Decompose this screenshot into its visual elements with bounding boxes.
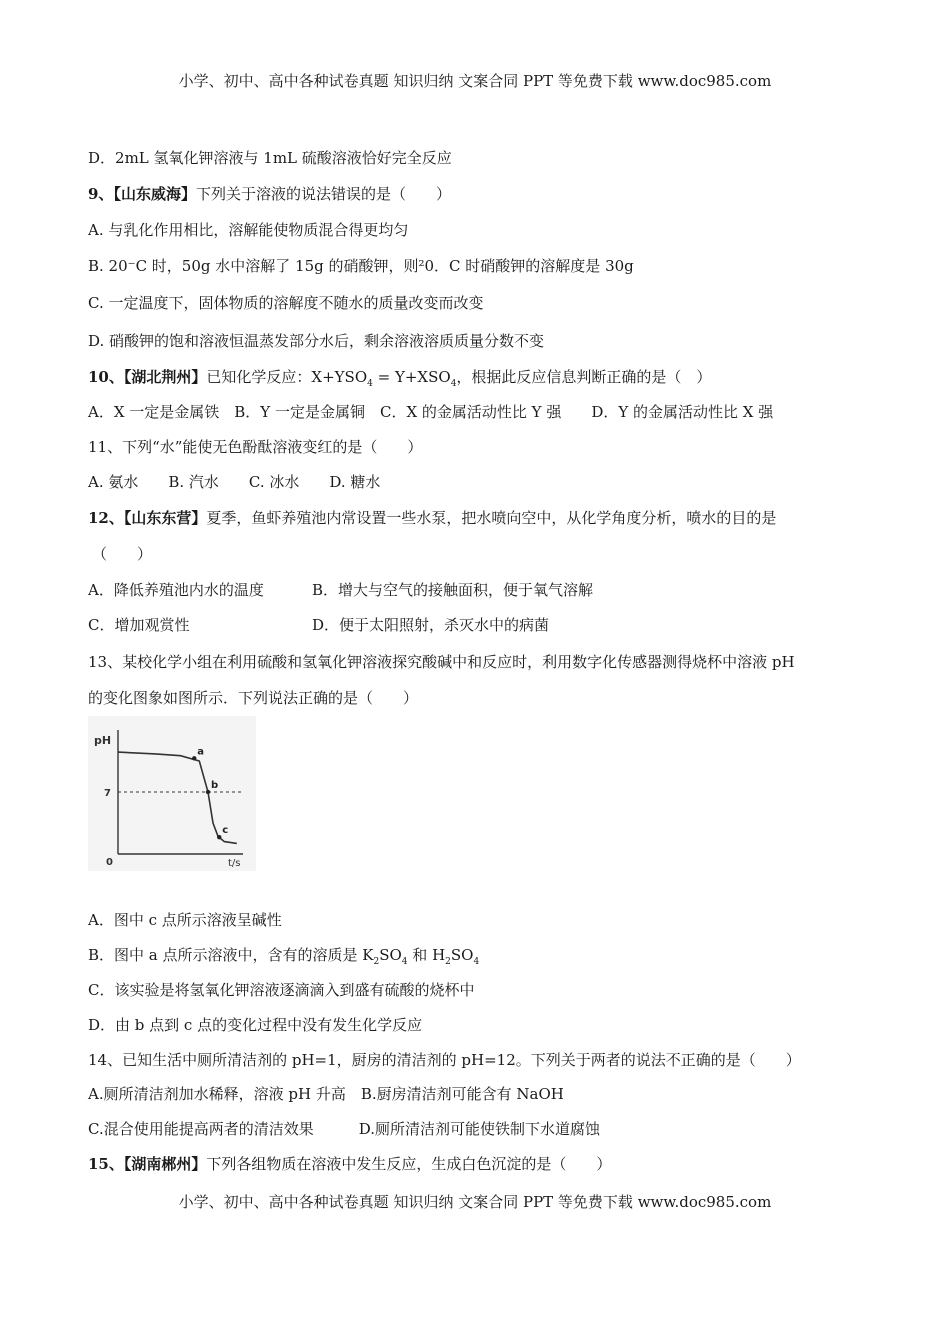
point-c — [217, 835, 221, 839]
q10-sub-1: 4 — [367, 379, 373, 389]
point-label-b: b — [211, 780, 219, 791]
q12-source-tag: 【山东东营】 — [123, 509, 207, 527]
page-footer: 小学、初中、高中各种试卷真题 知识归纳 文案合同 PPT 等免费下载 www.doc985.com — [178, 1193, 772, 1211]
q12-paren: （ ） — [92, 545, 153, 563]
q13-b-sub-3: 2 — [445, 957, 451, 967]
q13-option-b — [88, 944, 479, 967]
origin-label: 0 — [106, 857, 113, 868]
q12-option-d: D．便于太阳照射，杀灭水中的病菌 — [312, 616, 550, 634]
q12-text: 夏季，鱼虾养殖池内常设置一些水泵，把水喷向空中，从化学角度分析，喷水的目的是 — [206, 509, 777, 527]
q9-text: 下列关于溶液的说法错误的是（ ） — [195, 185, 451, 203]
q14-options-ab: A.厕所清洁剂加水稀释，溶液 pH 升高 B.厨房清洁剂可能含有 NaOH — [88, 1085, 564, 1103]
ph-curve — [118, 752, 237, 843]
point-b — [206, 790, 210, 794]
q9-option-a: A. 与乳化作用相比，溶解能使物质混合得更均匀 — [88, 221, 409, 239]
q14-stem: 14、已知生活中厕所清洁剂的 pH=1，厨房的清洁剂的 pH=12。下列关于两者的说法不正确的是（ ） — [88, 1051, 801, 1069]
q13-b-text-4: SO — [450, 946, 474, 964]
q10-options: A．X 一定是金属铁 B．Y 一定是金属铜 C．X 的金属活动性比 Y 强 D．Y 的金属活动性比 X 强 — [88, 403, 774, 421]
point-label-a: a — [197, 746, 204, 758]
q11-stem: 11、下列“水”能使无色酚酞溶液变红的是（ ） — [88, 438, 423, 456]
q9-stem — [88, 183, 451, 204]
q13-option-c: C．该实验是将氢氧化钾溶液逐滴滴入到盛有硫酸的烧杯中 — [88, 981, 475, 999]
q12-option-a: A．降低养殖池内水的温度 — [88, 581, 264, 599]
q8-option-d: D．2mL 氢氧化钾溶液与 1mL 硫酸溶液恰好完全反应 — [88, 149, 452, 167]
q15-source-tag: 【湖南郴州】 — [123, 1155, 207, 1173]
q13-stem-1: 13、某校化学小组在利用硫酸和氢氧化钾溶液探究酸碱中和反应时，利用数字化传感器测得烧杯中溶液 pH — [88, 653, 795, 671]
q12-option-b: B．增大与空气的接触面积，便于氧气溶解 — [312, 581, 594, 599]
q9-option-c: C. 一定温度下，固体物质的溶解度不随水的质量改变而改变 — [88, 294, 484, 312]
q10-stem — [88, 366, 711, 389]
q9-source-tag: 【山东威海】 — [113, 185, 196, 203]
q10-text-3: ，根据此反应信息判断正确的是（ ） — [456, 368, 712, 386]
q13-option-a: A．图中 c 点所示溶液呈碱性 — [88, 911, 282, 929]
q13-b-sub-1: 2 — [373, 957, 380, 967]
q9-option-b: B. 20⁻C 时，50g 水中溶解了 15g 的硝酸钾，则²0．C 时硝酸钾的溶解度是 30g — [88, 257, 634, 275]
q13-b-text-2: SO — [379, 946, 402, 964]
q13-b-text-1: B．图中 a 点所示溶液中，含有的溶质是 K — [88, 946, 374, 964]
q15-stem — [88, 1153, 611, 1174]
q14-options-cd: C.混合使用能提高两者的清洁效果 D.厕所清洁剂可能使铁制下水道腐蚀 — [88, 1120, 600, 1138]
q15-text: 下列各组物质在溶液中发生反应，生成白色沉淀的是（ ） — [206, 1155, 612, 1173]
q13-option-d: D．由 b 点到 c 点的变化过程中没有发生化学反应 — [88, 1016, 423, 1034]
ph7-label: 7 — [104, 788, 111, 799]
q12-option-c: C．增加观赏性 — [88, 616, 190, 634]
x-axis-label: t/s — [228, 858, 241, 869]
point-label-c: c — [222, 825, 229, 837]
q9-number: 9、 — [88, 185, 114, 203]
q10-number: 10、 — [88, 368, 124, 386]
q11-options: A. 氨水 B. 汽水 C. 冰水 D. 糖水 — [88, 473, 381, 491]
q13-b-text-3: 和 H — [407, 946, 446, 964]
q13-b-sub-2: 4 — [401, 957, 408, 967]
point-a — [192, 756, 196, 760]
y-axis-label: pH — [94, 734, 112, 747]
q13-b-sub-4: 4 — [473, 957, 480, 967]
q10-sub-2: 4 — [450, 379, 457, 389]
page-header: 小学、初中、高中各种试卷真题 知识归纳 文案合同 PPT 等免费下载 www.doc985.com — [178, 72, 772, 90]
q13-stem-2: 的变化图象如图所示．下列说法正确的是（ ） — [88, 689, 419, 707]
q12-stem — [88, 507, 776, 528]
q10-text-1: 已知化学反应：X+YSO — [206, 368, 368, 386]
q15-number: 15、 — [88, 1155, 124, 1173]
q10-text-2: = Y+XSO — [372, 368, 451, 386]
q9-option-d: D. 硝酸钾的饱和溶液恒温蒸发部分水后，剩余溶液溶质质量分数不变 — [88, 332, 545, 350]
q12-number: 12、 — [88, 509, 124, 527]
ph-chart — [88, 716, 256, 871]
q10-source-tag: 【湖北荆州】 — [123, 368, 207, 386]
